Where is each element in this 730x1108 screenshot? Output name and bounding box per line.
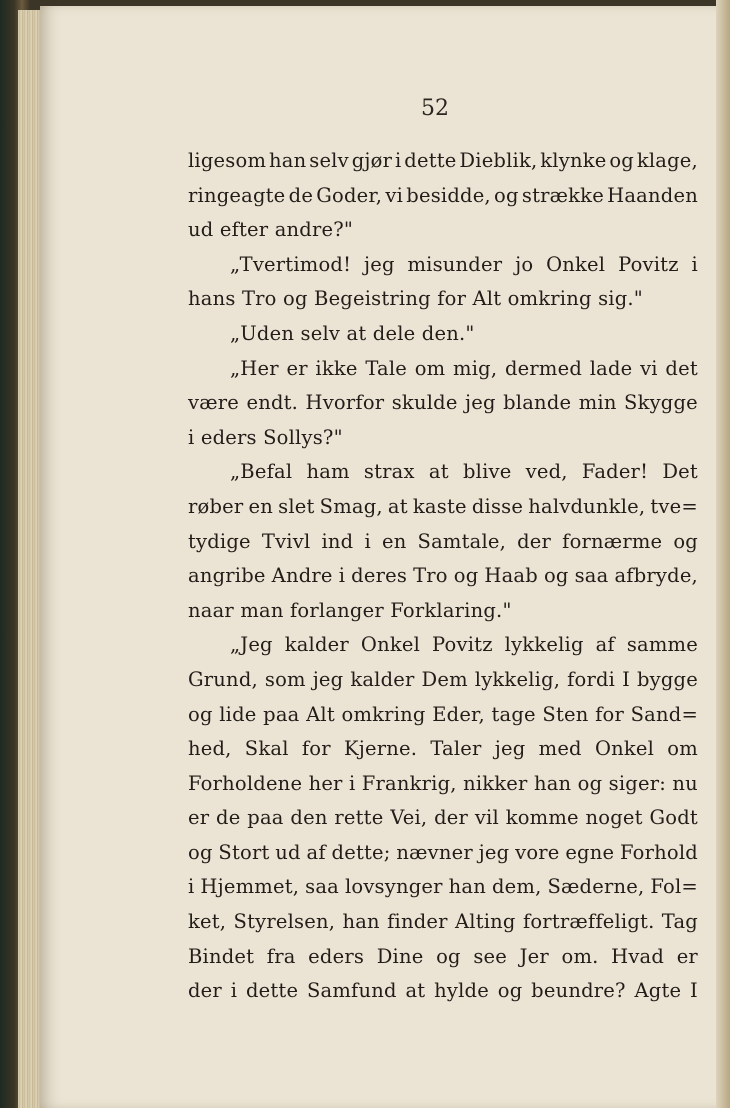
word: Sand= [630,702,698,726]
word: Smag, [319,494,383,518]
text-line [188,525,698,560]
text-line [188,386,698,421]
text-line [188,490,698,525]
word: i [230,979,238,1003]
word: dette [404,149,457,172]
word: blive [462,460,512,484]
word: lide [219,702,257,726]
page-number: 52 [421,96,449,121]
word: Frankrig, [361,771,457,795]
word: om [414,356,446,380]
word: og [188,702,213,726]
word: Vei, [390,806,428,830]
word: at [405,979,426,1003]
text-line-content: naar man forlanger Forklaring." [188,598,512,622]
word: endt. [246,391,299,415]
word: Sten [542,702,589,726]
word: og [497,979,523,1003]
word: klage, [636,149,698,172]
word: eders [308,944,365,968]
word: af [595,633,615,657]
word: Povitz [432,633,493,657]
word: vil [474,806,499,830]
word: misunder [407,252,503,276]
word: jeg [363,252,395,276]
word: at [387,494,408,518]
word: klynke [540,149,607,172]
word: for [301,737,331,761]
word: han [448,875,486,899]
word: med [538,737,582,761]
word: fortræffeligt. [522,910,655,934]
word: komme [505,806,579,830]
text-line-content: „Uden selv at dele den." [230,321,475,345]
page-right-edge [716,0,730,1108]
word: ikke [315,356,358,380]
word: tydige [188,529,251,553]
word: Fol= [650,875,698,899]
word: egne [565,840,615,864]
word: jeg [478,840,510,864]
text-line [188,317,698,352]
word: han [269,149,307,172]
word: og [673,529,698,553]
word: min [578,391,617,415]
word: bygge [636,667,698,691]
word: dette [245,979,299,1003]
word: som [264,667,306,691]
word: Godt [649,806,698,830]
word: i [348,771,356,795]
word: der [517,529,552,553]
word: paa [247,806,284,830]
word: Hvorfor [305,391,385,415]
word: der [188,979,222,1003]
word: deres [351,564,408,588]
word: I [622,667,630,691]
word: er [188,806,210,830]
text-line [188,698,698,733]
word: Stort [218,840,270,864]
word: i [691,252,698,276]
word: det [665,356,698,380]
text-line [188,352,698,387]
word: Kjerne. [343,737,418,761]
word: kaste [412,494,467,518]
text-line [188,144,698,179]
word: Hjemmet, [200,875,300,899]
word: Onkel [594,737,655,761]
word: vore [515,840,560,864]
word: ved, [525,460,568,484]
word: Forhold [620,840,698,864]
word: ket, [188,910,227,934]
word: noget [585,806,643,830]
word: kalder [350,667,415,691]
word: Tvivl [261,529,311,553]
word: halvdunkle, [528,494,646,518]
word: nu [672,771,698,795]
word: selv [309,149,349,172]
text-line [188,421,698,456]
word: at [428,460,449,484]
word: en [248,494,274,518]
word: han [533,771,572,795]
text-line [188,870,698,905]
word: den [290,806,328,830]
word: jo [515,252,534,276]
word: i [338,564,346,588]
word: tage [491,702,536,726]
text-line [188,767,698,802]
word: „Tvertimod! [230,252,352,276]
word: hylde [434,979,489,1003]
word: Povitz [618,252,679,276]
word: see [473,944,507,968]
word: I [690,979,698,1003]
word: og [543,564,569,588]
word: siger: [608,771,667,795]
word: om [667,737,698,761]
word: „Befal [230,460,293,484]
word: Sæderne, [547,875,645,899]
word: og [494,183,519,207]
word: kalder [284,633,349,657]
word: „Jeg [230,633,273,657]
text-line [188,248,698,283]
word: saa [574,564,609,588]
word: for [595,702,624,726]
text-line [188,282,698,317]
word: jeg [465,391,496,415]
word: nævner [396,840,473,864]
word: Tag [661,910,698,934]
word: vi [385,183,404,207]
word: Skal [244,737,289,761]
word: Det [662,460,698,484]
word: dermed [504,356,583,380]
word: lade [589,356,633,380]
word: tve= [650,494,698,518]
word: Andre [271,564,333,588]
word: strække [521,183,604,207]
word: beundre? [531,979,626,1003]
word: samme [626,633,698,657]
word: Skygge [624,391,698,415]
word: ud [275,840,301,864]
word: Agte [634,979,682,1003]
word: Alting [454,910,516,934]
word: de [216,806,241,830]
word: jeg [312,667,344,691]
text-line [188,455,698,490]
word: Bindet [188,944,255,968]
word: ringeagte [188,183,286,207]
word: gjør [351,149,393,172]
word: Samtale, [417,529,507,553]
word: slet [278,494,315,518]
text-line-content: hans Tro og Begeistring for Alt omkring sig." [188,287,643,311]
word: rette [334,806,384,830]
word: Haab [484,564,538,588]
word: af [306,840,326,864]
word: om. [561,944,599,968]
word: disse [471,494,524,518]
body-text [188,144,698,1009]
word: strax [363,460,415,484]
word: Dine [376,944,424,968]
word: Forholdene [188,771,303,795]
word: Samfund [306,979,397,1003]
word: en [381,529,407,553]
word: nikker [463,771,528,795]
word: er [286,356,308,380]
word: blande [503,391,572,415]
word: lykkelig, [474,667,561,691]
text-line [188,594,698,629]
word: skulde [391,391,458,415]
word: Eder, [432,702,485,726]
word: fornærme [562,529,663,553]
text-line [188,732,698,767]
text-line [188,179,698,214]
word: og [453,564,479,588]
text-line [188,663,698,698]
word: Taler [430,737,482,761]
text-line [188,213,698,248]
word: i [364,529,371,553]
word: besidde, [406,183,491,207]
word: lykkelig [504,633,584,657]
word: Onkel [360,633,421,657]
word: jeg [494,737,526,761]
word: fra [266,944,296,968]
text-line-content: i eders Sollys?" [188,425,343,449]
word: Dem [421,667,468,691]
word: Styrelsen, [233,910,336,934]
word: og [188,840,213,864]
text-line [188,801,698,836]
word: lovsynger [344,875,443,899]
word: i [188,875,195,899]
word: røber [188,494,244,518]
word: dem, [491,875,542,899]
word: saa [305,875,339,899]
word: Haanden [607,183,698,207]
text-line [188,974,698,1009]
word: „Her [230,356,279,380]
word: de [288,183,314,207]
word: Onkel [546,252,606,276]
word: Goder, [316,183,383,207]
word: paa [263,702,300,726]
word: Fader! [581,460,649,484]
word: finder [387,910,448,934]
text-line [188,628,698,663]
text-line-content: ud efter andre?" [188,218,354,242]
word: mig, [453,356,498,380]
word: ind [321,529,354,553]
word: afbryde, [614,564,698,588]
word: Tale [365,356,408,380]
word: ham [306,460,350,484]
word: ligesom [188,149,267,172]
text-line [188,940,698,975]
word: fordi [567,667,616,691]
word: Dieblik, [459,149,538,172]
word: Jer [519,944,549,968]
word: Alt [306,702,335,726]
word: Tro [413,564,448,588]
word: vi [640,356,658,380]
word: han [342,910,380,934]
word: Grund, [188,667,258,691]
word: hed, [188,737,232,761]
word: der [434,806,469,830]
text-line [188,836,698,871]
word: i [394,149,402,172]
text-line [188,905,698,940]
word: dette; [331,840,391,864]
text-line [188,559,698,594]
word: og [436,944,461,968]
word: og [577,771,603,795]
word: og [609,149,634,172]
word: her [308,771,343,795]
word: Hvad [611,944,665,968]
word: angribe [188,564,266,588]
word: omkring [341,702,426,726]
word: er [676,944,698,968]
word: være [188,391,240,415]
